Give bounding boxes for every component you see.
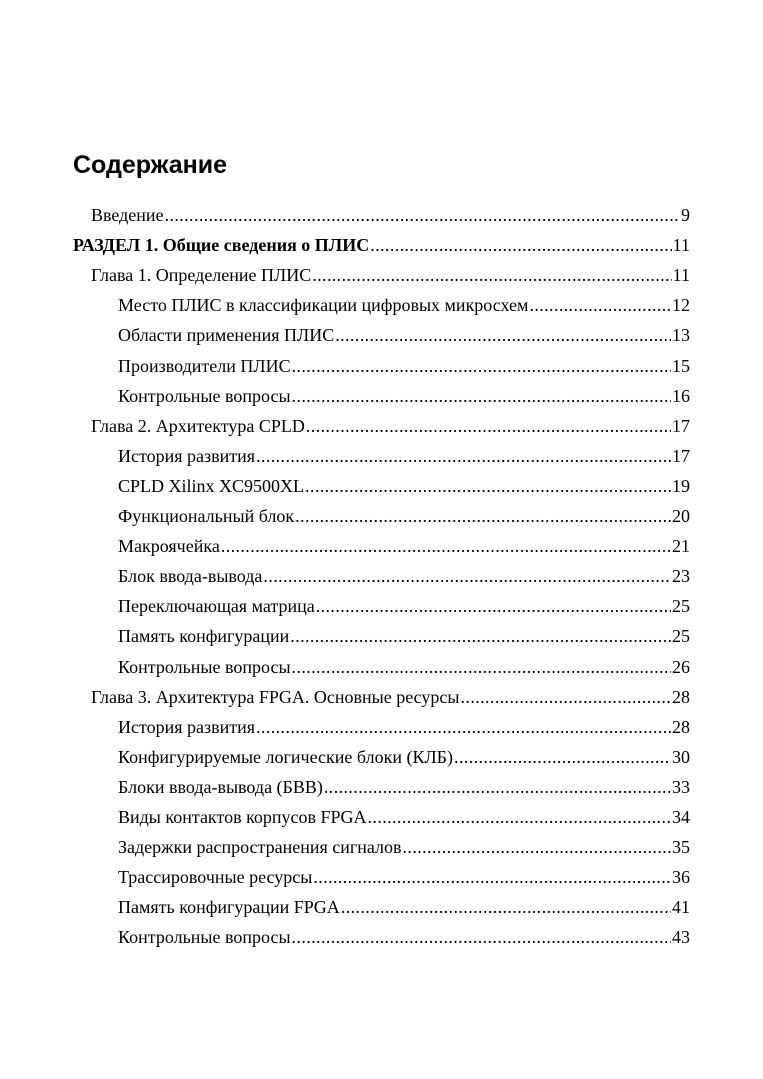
toc-section-entry — [118, 441, 690, 471]
toc-entry-label: Блок ввода-вывода — [118, 566, 263, 587]
toc-entry-label: Память конфигурации FPGA — [118, 897, 340, 918]
toc-page-number: 34 — [672, 807, 690, 827]
toc-section-entry — [118, 922, 690, 952]
toc-page-number: 36 — [672, 867, 690, 888]
toc-section-entry — [118, 471, 690, 501]
toc-entry-label: Переключающая матрица — [118, 596, 315, 617]
toc-page-number: 35 — [672, 837, 690, 858]
toc-dot-leader — [341, 892, 671, 922]
toc-page-number: 11 — [672, 265, 690, 286]
toc-page-number: 19 — [672, 475, 690, 496]
toc-section-entry — [118, 290, 690, 320]
toc-page-number: 25 — [672, 626, 690, 647]
toc-dot-leader — [306, 411, 671, 441]
toc-page-number: 25 — [672, 596, 690, 617]
toc-chapter-entry — [91, 200, 690, 230]
toc-entry-label: Макроячейка — [118, 536, 220, 557]
toc-dot-leader — [292, 381, 671, 411]
toc-dot-leader — [292, 652, 671, 682]
toc-dot-leader — [295, 501, 671, 531]
toc-dot-leader — [529, 290, 671, 320]
toc-dot-leader — [313, 862, 671, 892]
toc-page-number: 23 — [672, 566, 690, 587]
toc-section-entry — [118, 501, 690, 531]
toc-page-number: 28 — [672, 716, 690, 737]
toc-page-number: 41 — [672, 897, 690, 918]
toc-entry-label: Задержки распространения сигналов — [118, 837, 402, 858]
toc-dot-leader — [368, 802, 671, 832]
toc-page-number: 13 — [672, 325, 690, 346]
toc-dot-leader — [263, 561, 671, 591]
toc-entry-label: CPLD Xilinx XC9500XL — [118, 475, 305, 496]
toc-dot-leader — [335, 320, 671, 350]
toc-dot-leader — [316, 591, 671, 621]
toc-page-number: 9 — [681, 205, 690, 225]
toc-page-number: 43 — [672, 927, 690, 948]
toc-section-entry — [118, 381, 690, 411]
toc-chapter-entry — [91, 260, 690, 290]
toc-section-entry — [118, 351, 690, 381]
toc-page-number: 28 — [672, 686, 690, 707]
toc-entry-label: Контрольные вопросы — [118, 385, 291, 406]
toc-section-entry — [118, 561, 690, 591]
toc-entry-label: Глава 1. Определение ПЛИС — [91, 265, 312, 286]
toc-page-number: 16 — [672, 385, 690, 406]
toc-dot-leader — [454, 742, 671, 772]
toc-dot-leader — [292, 922, 671, 952]
toc-entry-label: Производители ПЛИС — [118, 355, 291, 376]
toc-entry-label: РАЗДЕЛ 1. Общие сведения о ПЛИС — [73, 235, 370, 256]
toc-entry-label: Блоки ввода-вывода (БВВ) — [118, 776, 323, 797]
toc-entry-label: Место ПЛИС в классификации цифровых микросхем — [118, 295, 529, 316]
toc-page-number: 17 — [672, 445, 690, 466]
toc-entry-label: Контрольные вопросы — [118, 656, 291, 677]
toc-dot-leader — [165, 200, 680, 230]
toc-dot-leader — [305, 471, 671, 501]
toc-dot-leader — [312, 260, 671, 290]
toc-entry-label: Области применения ПЛИС — [118, 325, 335, 346]
toc-page-number: 15 — [672, 355, 690, 376]
toc-section-entry — [118, 832, 690, 862]
toc-section-entry — [118, 652, 690, 682]
toc-entry-label: Глава 3. Архитектура FPGA. Основные ресурсы — [91, 686, 460, 707]
toc-chapter-entry — [91, 682, 690, 712]
toc-dot-leader — [324, 772, 671, 802]
toc-entry-label: История развития — [118, 445, 256, 466]
toc-section-entry — [118, 320, 690, 350]
toc-dot-leader — [290, 621, 671, 651]
toc-page-number: 33 — [672, 776, 690, 797]
toc-dot-leader — [256, 712, 671, 742]
toc-part-entry — [73, 230, 690, 260]
toc-entry-label: Трассировочные ресурсы — [118, 867, 313, 888]
toc-page-number: 21 — [672, 536, 690, 557]
toc-dot-leader — [221, 531, 671, 561]
toc-page-number: 12 — [672, 295, 690, 316]
toc-section-entry — [118, 742, 690, 772]
toc-page-number: 26 — [672, 656, 690, 677]
toc-section-entry — [118, 892, 690, 922]
toc-page-number: 11 — [672, 235, 690, 256]
toc-section-entry — [118, 591, 690, 621]
toc-page-number: 30 — [672, 746, 690, 767]
toc-dot-leader — [461, 682, 671, 712]
toc-dot-leader — [256, 441, 671, 471]
toc-page-number: 20 — [672, 506, 690, 526]
toc-entry-label: Конфигурируемые логические блоки (КЛБ) — [118, 746, 453, 767]
toc-dot-leader — [370, 230, 671, 260]
toc-entry-label: Виды контактов корпусов FPGA — [118, 807, 367, 827]
toc-dot-leader — [403, 832, 671, 862]
toc-chapter-entry — [91, 411, 690, 441]
toc-dot-leader — [292, 351, 671, 381]
toc-section-entry — [118, 712, 690, 742]
toc-entry-label: История развития — [118, 716, 256, 737]
toc-section-entry — [118, 802, 690, 832]
toc-section-entry — [118, 862, 690, 892]
toc-entry-label: Память конфигурации — [118, 626, 290, 647]
toc-page-number: 17 — [672, 415, 690, 436]
toc-section-entry — [118, 772, 690, 802]
toc-section-entry — [118, 531, 690, 561]
toc-entry-label: Введение — [91, 205, 164, 225]
page-title: Содержание — [73, 151, 228, 179]
toc-entry-label: Функциональный блок — [118, 506, 295, 526]
toc-entry-label: Контрольные вопросы — [118, 927, 291, 948]
toc-section-entry — [118, 621, 690, 651]
toc-entry-label: Глава 2. Архитектура CPLD — [91, 415, 305, 436]
